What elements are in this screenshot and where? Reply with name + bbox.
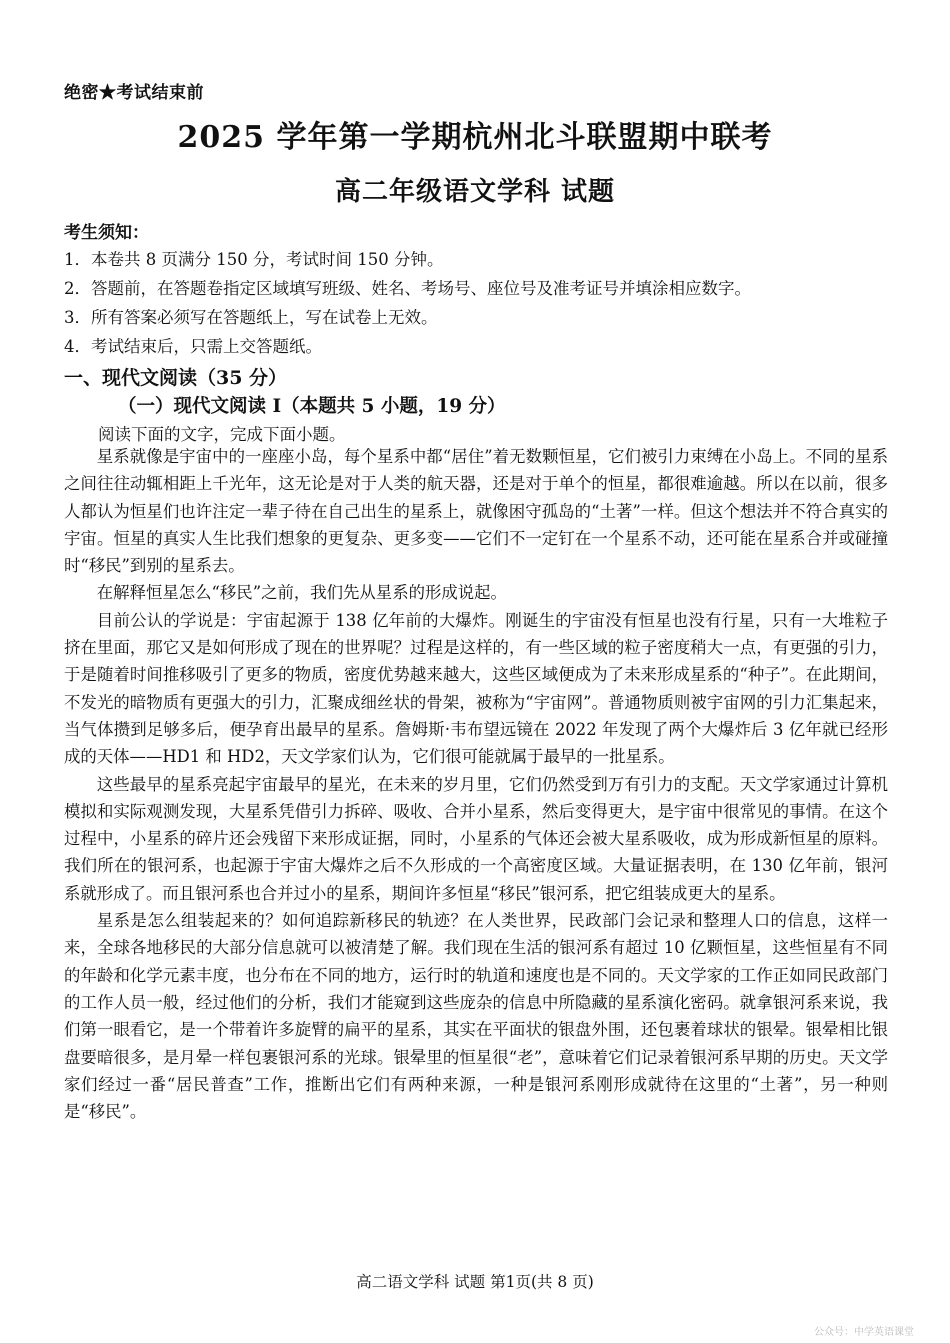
notice-heading: 考生须知： — [64, 223, 149, 243]
subsection-title: （一）现代文阅读 I（本题共 5 小题，19 分） — [118, 396, 506, 417]
passage-paragraph: 目前公认的学说是：宇宙起源于 138 亿年前的大爆炸。刚诞生的宇宙没有恒星也没有行星，只有一大堆粒子挤在里面，那它又是如何形成了现在的世界呢？过程是这样的，有一些区域的粒子密度稍大一点，有更强的引力，于是随着时间推移吸引了更多的物质，密度优势越来越大，这些区域便成为了未来形成星系的“种子”。在此期间，不发光的暗物质有更强大的引力，汇聚成细丝状的骨架，被称为“宇宙网”。普通物质则被宇宙网的引力汇集起来，当气体攒到足够多后，便孕育出最早的星系。詹姆斯·韦布望远镜在 2022 年发现了两个大爆炸后 3 亿年就已经形成的天体——HD1 和 HD2，天文学家们认为，它们很可能就属于最早的一批星系。 — [64, 610, 888, 767]
notice-item: 1．本卷共 8 页满分 150 分，考试时间 150 分钟。 — [64, 250, 444, 269]
reading-instruction: 阅读下面的文字，完成下面小题。 — [98, 425, 346, 444]
passage-paragraph: 这些最早的星系亮起宇宙最早的星光，在未来的岁月里，它们仍然受到万有引力的支配。天文学家通过计算机模拟和实际观测发现，大星系凭借引力拆碎、吸收、合并小星系，然后变得更大，是宇宙中很常见的事情。在这个过程中，小星系的碎片还会残留下来形成证据，同时，小星系的气体还会被大星系吸收，成为形成新恒星的原料。我们所在的银河系，也起源于宇宙大爆炸之后不久形成的一个高密度区域。大量证据表明，在 130 亿年前，银河系就形成了。而且银河系也合并过小的星系，期间许多恒星“移民”银河系，把它组装成更大的星系。 — [64, 774, 888, 903]
notice-item: 4．考试结束后，只需上交答题纸。 — [64, 337, 322, 356]
passage-paragraph: 在解释恒星怎么“移民”之前，我们先从星系的形成说起。 — [96, 583, 507, 603]
secret-label: 绝密★考试结束前 — [64, 83, 204, 103]
exam-title: 2025 学年第一学期杭州北斗联盟期中联考 — [177, 120, 773, 155]
watermark: 公众号：中学英语课堂 — [814, 1327, 914, 1338]
section-title: 一、现代文阅读（35 分） — [64, 367, 288, 389]
exam-subtitle: 高二年级语文学科 试题 — [334, 177, 616, 207]
reading-passage — [64, 443, 888, 1125]
notice-item: 2．答题前，在答题卷指定区域填写班级、姓名、考场号、座位号及准考证号并填涂相应数字。 — [64, 279, 751, 298]
passage-paragraph: 星系是怎么组装起来的？如何追踪新移民的轨迹？在人类世界，民政部门会记录和整理人口的信息，这样一来，全球各地移民的大部分信息就可以被清楚了解。我们现在生活的银河系有超过 10 亿颗恒星，这些恒星有不同的年龄和化学元素丰度，也分布在不同的地方，运行时的轨道和速度也是不同的。天文学家的工作正如同民政部门的工作人员一般，经过他们的分析，我们才能窥到这些庞杂的信息中所隐藏的星系演化密码。就拿银河系来说，我们第一眼看它，是一个带着许多旋臂的扁平的星系，其实在平面状的银盘外围，还包裹着球状的银晕。银晕相比银盘要暗很多，是月晕一样包裹银河系的光球。银晕里的恒星很“老”，意味着它们记录着银河系早期的历史。天文学家们经过一番“居民普查”工作，推断出它们有两种来源，一种是银河系刚形成就待在这里的“土著”，另一种则是“移民”。 — [64, 911, 888, 1122]
page-footer: 高二语文学科 试题 第1页(共 8 页) — [356, 1273, 594, 1291]
notice-item: 3．所有答案必须写在答题纸上，写在试卷上无效。 — [64, 308, 438, 327]
passage-paragraph: 星系就像是宇宙中的一座座小岛，每个星系中都“居住”着无数颗恒星，它们被引力束缚在小岛上。不同的星系之间往往动辄相距上千光年，这无论是对于人类的航天器，还是对于单个的恒星，都很难逾越。所以在以前，很多人都认为恒星们也许注定一辈子待在自己出生的星系上，就像困守孤岛的“土著”一样。但这个想法并不符合真实的宇宙。恒星的真实人生比我们想象的更复杂、更多变——它们不一定钉在一个星系不动，还可能在星系合并或碰撞时“移民”到别的星系去。 — [64, 447, 888, 576]
